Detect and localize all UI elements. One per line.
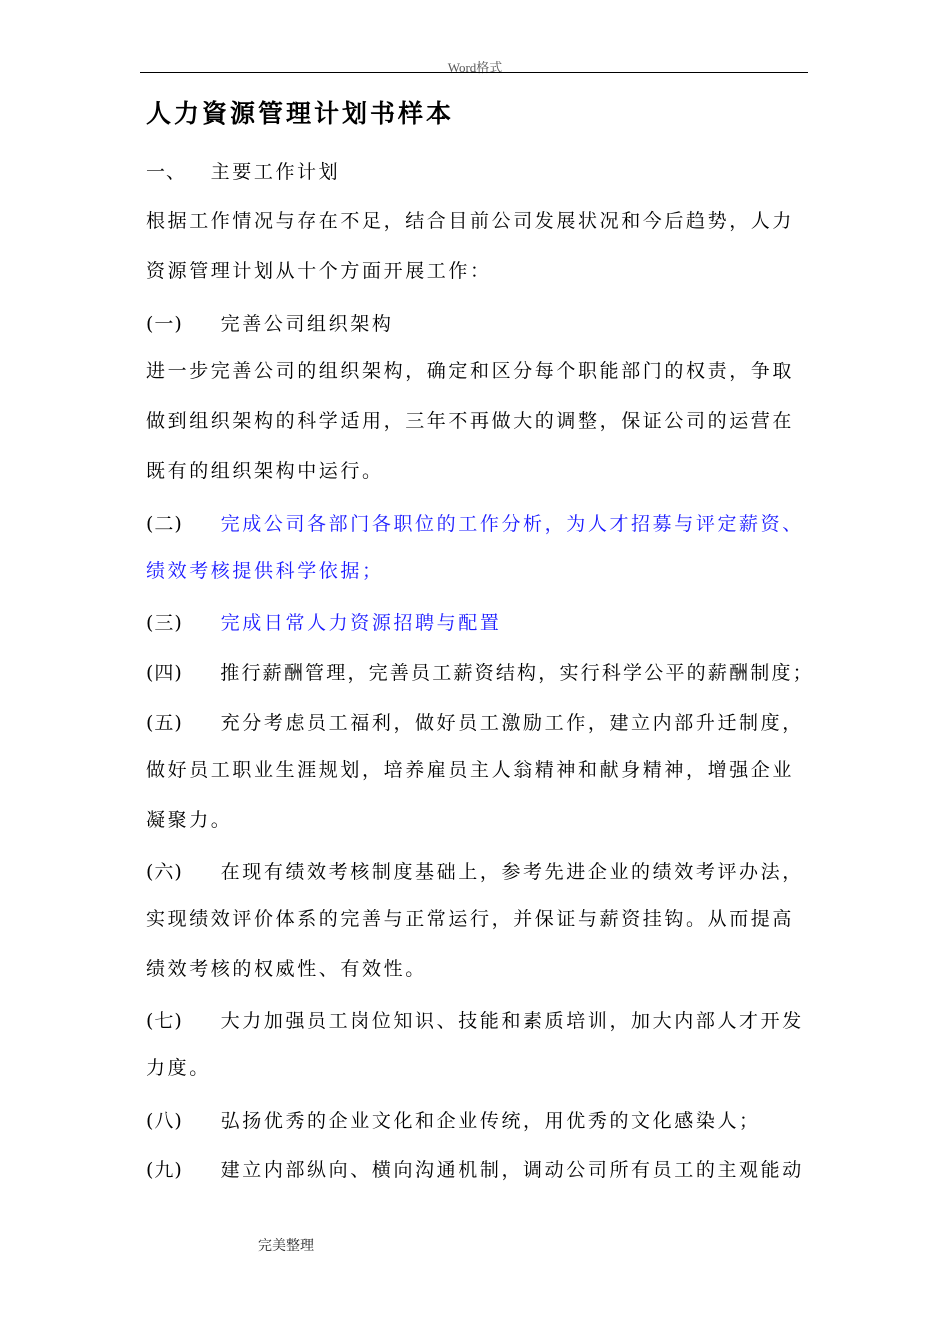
item-2 bbox=[146, 512, 804, 536]
intro-line-2: 资源管理计划从十个方面开展工作： bbox=[146, 260, 492, 282]
item-5-line-2: 做好员工职业生涯规划，培养雇员主人翁精神和献身精神，增强企业 bbox=[146, 759, 795, 781]
section-heading bbox=[146, 160, 340, 184]
item-text: 弘扬优秀的企业文化和企业传统，用优秀的文化感染人； bbox=[220, 1110, 761, 1132]
item-1-body-line-3: 既有的组织架构中运行。 bbox=[146, 460, 384, 482]
item-6 bbox=[146, 860, 804, 884]
page-footer: 完美整理 bbox=[258, 1239, 314, 1254]
item-1 bbox=[146, 312, 393, 336]
item-5-line-3: 凝聚力。 bbox=[146, 809, 233, 831]
page-header: Word格式 bbox=[447, 60, 503, 75]
item-text: 完善公司组织架构 bbox=[220, 313, 394, 335]
item-number: (二) bbox=[146, 513, 183, 535]
item-number: (一) bbox=[146, 313, 183, 335]
item-number: (七) bbox=[146, 1010, 183, 1032]
item-number: (六) bbox=[146, 861, 183, 883]
item-1-body-line-2: 做到组织架构的科学适用，三年不再做大的调整，保证公司的运营在 bbox=[146, 410, 795, 432]
item-text: 大力加强员工岗位知识、技能和素质培训，加大内部人才开发 bbox=[220, 1010, 804, 1032]
item-7-line-2: 力度。 bbox=[146, 1057, 211, 1079]
item-5 bbox=[146, 711, 804, 735]
item-number: (四) bbox=[146, 662, 183, 684]
item-8 bbox=[146, 1109, 761, 1133]
item-6-line-3: 绩效考核的权威性、有效性。 bbox=[146, 958, 427, 980]
section-number: 一、 bbox=[146, 161, 187, 183]
item-1-body-line-1: 进一步完善公司的组织架构，确定和区分每个职能部门的权责，争取 bbox=[146, 360, 795, 382]
item-number: (五) bbox=[146, 712, 183, 734]
item-4 bbox=[146, 661, 814, 685]
item-text: 充分考虑员工福利，做好员工激励工作，建立内部升迁制度， bbox=[220, 712, 804, 734]
item-2-line-2[interactable]: 绩效考核提供科学依据； bbox=[146, 560, 384, 582]
item-number: (八) bbox=[146, 1110, 183, 1132]
document-title: 人力資源管理计划书样本 bbox=[146, 99, 455, 128]
section-title: 主要工作计划 bbox=[210, 161, 341, 183]
header-rule bbox=[140, 72, 808, 73]
item-6-line-2: 实现绩效评价体系的完善与正常运行，并保证与薪资挂钩。从而提高 bbox=[146, 908, 795, 930]
intro-line-1: 根据工作情况与存在不足，结合目前公司发展状况和今后趋势，人力 bbox=[146, 210, 795, 232]
item-number: (三) bbox=[146, 612, 183, 634]
item-9 bbox=[146, 1158, 804, 1182]
item-text: 建立内部纵向、横向沟通机制，调动公司所有员工的主观能动 bbox=[220, 1159, 804, 1181]
item-text: 在现有绩效考核制度基础上，参考先进企业的绩效考评办法， bbox=[220, 861, 804, 883]
item-3 bbox=[146, 611, 501, 635]
item-number: (九) bbox=[146, 1159, 183, 1181]
item-7 bbox=[146, 1009, 804, 1033]
item-text-link[interactable]: 完成日常人力资源招聘与配置 bbox=[220, 612, 502, 634]
item-text: 推行薪酬管理，完善员工薪资结构，实行科学公平的薪酬制度； bbox=[220, 662, 814, 684]
item-text-link[interactable]: 完成公司各部门各职位的工作分析，为人才招募与评定薪资、 bbox=[220, 513, 804, 535]
